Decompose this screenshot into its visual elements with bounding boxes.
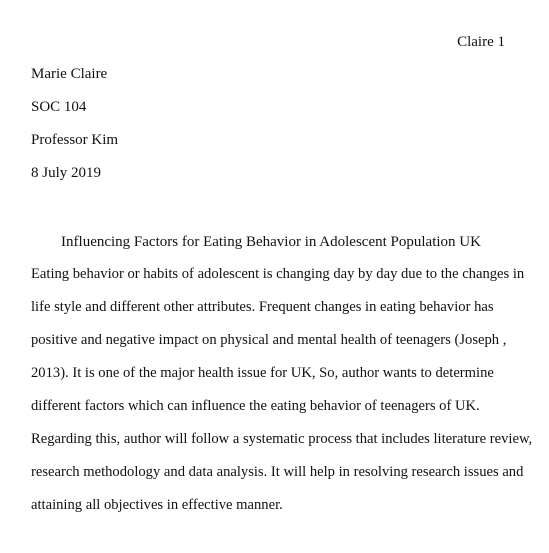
mla-heading — [31, 65, 511, 197]
body-line: Regarding this, author will follow a systematic process that includes literature review, — [31, 431, 533, 447]
body-paragraph — [31, 265, 533, 529]
body-line: positive and negative impact on physical and mental health of teenagers (Joseph , — [31, 332, 507, 348]
body-line: attaining all objectives in effective manner. — [31, 497, 283, 513]
body-line: different factors which can influence the eating behavior of teenagers of UK. — [31, 398, 480, 414]
course-name: SOC 104 — [31, 99, 87, 115]
author-name: Marie Claire — [31, 66, 108, 82]
body-line: research methodology and data analysis. It will help in resolving research issues and — [31, 464, 524, 480]
body-line: life style and different other attributes. Frequent changes in eating behavior has — [31, 299, 494, 315]
paper-date: 8 July 2019 — [31, 165, 102, 181]
running-head: Claire 1 — [457, 34, 505, 50]
body-line: 2013). It is one of the major health issue for UK, So, author wants to determine — [31, 365, 494, 381]
instructor-name: Professor Kim — [31, 132, 119, 148]
paper-title: Influencing Factors for Eating Behavior in Adolescent Population UK — [61, 234, 481, 250]
body-line: Eating behavior or habits of adolescent is changing day by day due to the changes in — [31, 266, 525, 282]
